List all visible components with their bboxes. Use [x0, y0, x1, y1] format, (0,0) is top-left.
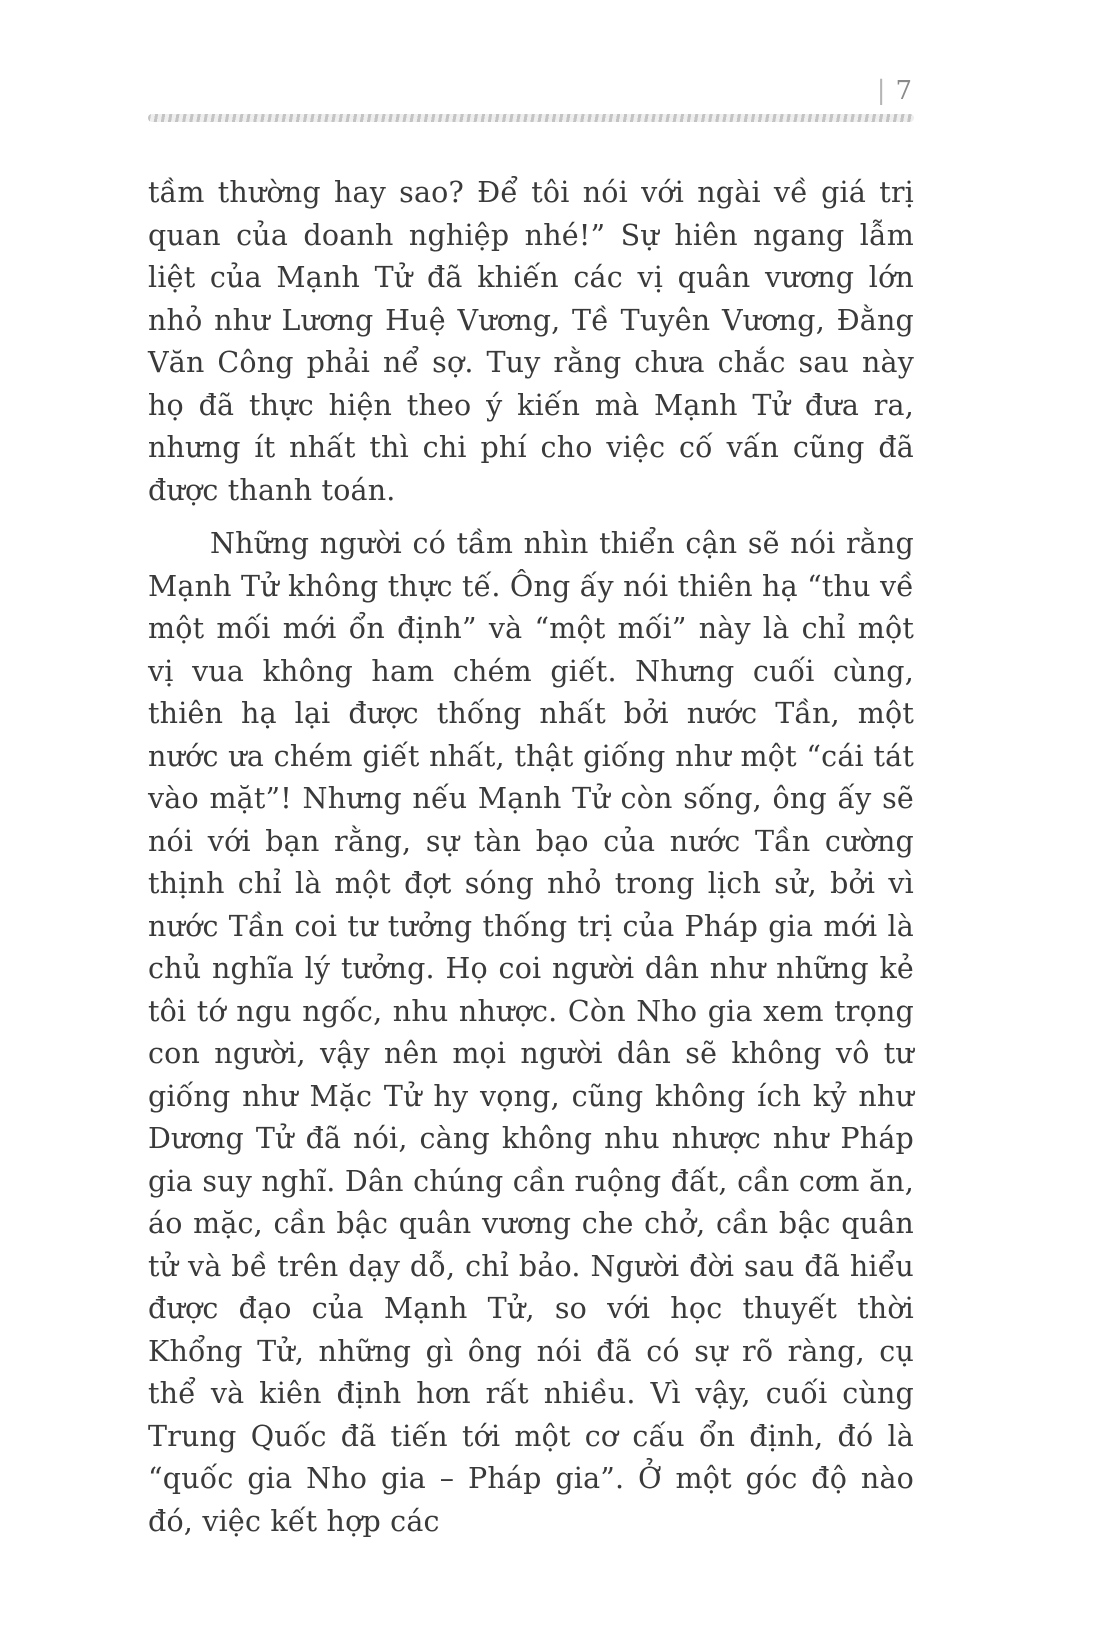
decorative-divider [148, 114, 914, 122]
paragraph: Những người có tầm nhìn thiển cận sẽ nói rằng Mạnh Tử không thực tế. Ông ấy nói thiên hạ “thu về một mối mới ổn định” và “một mối” này là chỉ một vị vua không ham chém giết. Nhưng cuối cùng, thiên hạ lại được thống nhất bởi nước Tần, một nước ưa chém giết nhất, thật giống như một “cái tát vào mặt”! Nhưng nếu Mạnh Tử còn sống, ông ấy sẽ nói với bạn rằng, sự tàn bạo của nước Tần cường thịnh chỉ là một đợt sóng nhỏ trong lịch sử, bởi vì nước Tần coi tư tưởng thống trị của Pháp gia mới là chủ nghĩa lý tưởng. Họ coi người dân như những kẻ tôi tớ ngu ngốc, nhu nhược. Còn Nho gia xem trọng con người, vậy nên mọi người dân sẽ không vô tư giống như Mặc Tử hy vọng, cũng không ích kỷ như Dương Tử đã nói, càng không nhu nhược như Pháp gia suy nghĩ. Dân chúng cần ruộng đất, cần cơm ăn, áo mặc, cần bậc quân vương che chở, cần bậc quân tử và bề trên dạy dỗ, chỉ bảo. Người đời sau đã hiểu được đạo của Mạnh Tử, so với học thuyết thời Khổng Tử, những gì ông nói đã có sự rõ ràng, cụ thể và kiên định hơn rất nhiều. Vì vậy, cuối cùng Trung Quốc đã tiến tới một cơ cấu ổn định, đó là “quốc gia Nho gia – Pháp gia”. Ở một góc độ nào đó, việc kết hợp các [148, 527, 914, 1538]
page-content [148, 172, 914, 1543]
page-number: 7 [895, 76, 912, 106]
page-header [148, 78, 914, 104]
page-number-separator: | [876, 76, 886, 106]
paragraph: tầm thường hay sao? Để tôi nói với ngài về giá trị quan của doanh nghiệp nhé!” Sự hiên ngang lẫm liệt của Mạnh Tử đã khiến các vị quân vương lớn nhỏ như Lương Huệ Vương, Tề Tuyên Vương, Đằng Văn Công phải nể sợ. Tuy rằng chưa chắc sau này họ đã thực hiện theo ý kiến mà Mạnh Tử đưa ra, nhưng ít nhất thì chi phí cho việc cố vấn cũng đã được thanh toán. [148, 176, 914, 507]
